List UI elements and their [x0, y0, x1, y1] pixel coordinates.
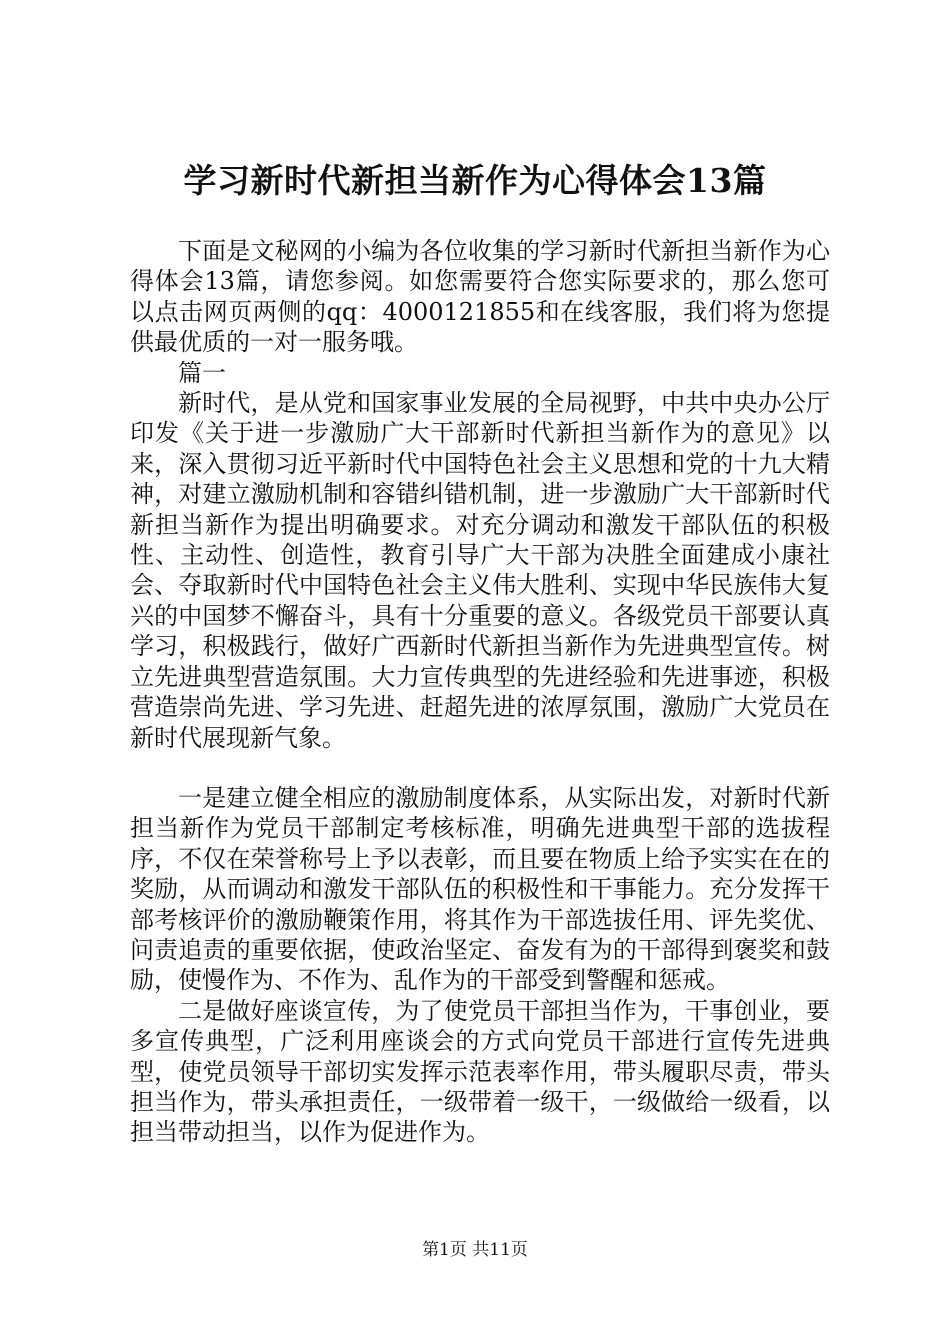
section-heading: 篇一 — [178, 358, 226, 387]
page-footer: 第1页 共11页 — [422, 1240, 528, 1260]
body-paragraph: 一是建立健全相应的激励制度体系，从实际出发，对新时代新担当新作为党员干部制定考核标准，明确先进典型干部的选拔程序，不仅在荣誉称号上予以表彰，而且要在物质上给予实实在在的奖励，从而调动和激发干部队伍的积极性和干事能力。充分发挥干部考核评价的激励鞭策作用，将其作为干部选拔任用、评先奖优、问责追责的重要依据，使政治坚定、奋发有为的干部得到褒奖和鼓励，使慢作为、不作为、乱作为的干部受到警醒和惩戒。 — [130, 783, 830, 995]
body-paragraph: 新时代，是从党和国家事业发展的全局视野，中共中央办公厅印发《关于进一步激励广大干部新时代新担当新作为的意见》以来，深入贯彻习近平新时代中国特色社会主义思想和党的十九大精神，对建立激励机制和容错纠错机制，进一步激励广大干部新时代新担当新作为提出明确要求。对充分调动和激发干部队伍的积极性、主动性、创造性，教育引导广大干部为决胜全面建成小康社会、夺取新时代中国特色社会主义伟大胜利、实现中华民族伟大复兴的中国梦不懈奋斗，具有十分重要的意义。各级党员干部要认真学习，积极践行，做好广西新时代新担当新作为先进典型宣传。树立先进典型营造氛围。大力宣传典型的先进经验和先进事迹，积极营造崇尚先进、学习先进、赶超先进的浓厚氛围，激励广大党员在新时代展现新气象。 — [130, 389, 830, 752]
document-title: 学习新时代新担当新作为心得体会13篇 — [183, 161, 767, 200]
document-body — [130, 236, 830, 1148]
intro-paragraph: 下面是文秘网的小编为各位收集的学习新时代新担当新作为心得体会13篇，请您参阅。如您需要符合您实际要求的，那么您可以点击网页两侧的qq：4000121855和在线客服，我们将为您提供最优质的一对一服务哦。 — [130, 237, 830, 357]
body-paragraph: 二是做好座谈宣传，为了使党员干部担当作为，干事创业，要多宣传典型，广泛利用座谈会的方式向党员干部进行宣传先进典型，使党员领导干部切实发挥示范表率作用，带头履职尽责，带头担当作为，带头承担责任，一级带着一级干，一级做给一级看，以担当带动担当，以作为促进作为。 — [130, 996, 830, 1147]
